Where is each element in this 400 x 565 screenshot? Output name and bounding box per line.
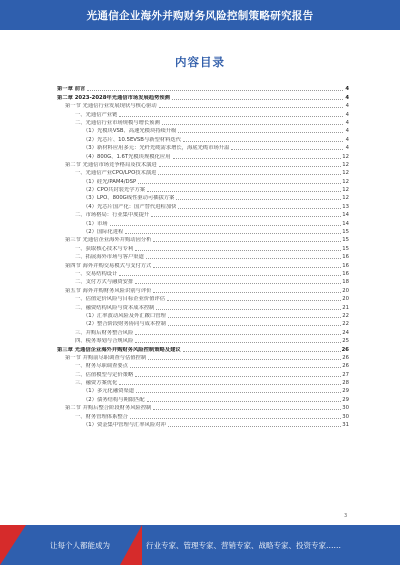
toc-entry[interactable] [57, 269, 349, 277]
toc-entry-page: 4 [345, 86, 349, 93]
toc-entry-label: （2）整合阶段财务协同与成本控制 [83, 321, 166, 328]
toc-entry-page: 12 [342, 187, 349, 194]
toc-entry[interactable] [57, 126, 349, 134]
toc-entry[interactable] [57, 227, 349, 235]
toc-entry-label: 二、支付方式与融资安排 [75, 279, 134, 286]
toc-entry-page: 4 [345, 128, 349, 135]
toc-dot-leader [153, 292, 341, 293]
toc-entry[interactable] [57, 143, 349, 151]
toc-entry-page: 26 [341, 346, 349, 353]
toc-dot-leader [231, 149, 343, 150]
toc-entry-label: （1）资金集中管理与汇率风险对冲 [83, 422, 166, 429]
footer-banner [0, 525, 400, 565]
toc-entry-label: 二、估值模型与定价策略 [75, 371, 134, 378]
toc-dot-leader [151, 216, 341, 217]
toc-entry[interactable] [57, 210, 349, 218]
toc-entry-label: 一、交易结构设计 [75, 270, 118, 277]
toc-entry[interactable] [57, 101, 349, 109]
header-banner [0, 0, 400, 30]
toc-entry[interactable] [57, 311, 349, 319]
toc-dot-leader [162, 124, 343, 125]
toc-entry-label: 一、财务管理体系整合 [75, 413, 128, 420]
toc-entry[interactable] [57, 411, 349, 419]
footer-tagline: 行业专家、管理专家、营销专家、战略专家、投资专家…… [146, 541, 341, 550]
toc-entry-page: 18 [342, 279, 349, 286]
toc-entry[interactable] [57, 134, 349, 142]
toc-entry-label: 一、获取核心技术与专利 [75, 245, 134, 252]
toc-entry-page: 4 [345, 111, 349, 118]
toc-entry[interactable] [57, 277, 349, 285]
toc-entry-label: 第三节 光通信企业海外并购动因分析 [65, 237, 152, 244]
toc-entry-label: 第三章 光通信企业海外并购财务风险控制策略及建议 [57, 346, 181, 353]
toc-dot-leader [159, 107, 343, 108]
toc-entry-label: （2）国际化进程 [83, 229, 124, 236]
toc-dot-leader [167, 300, 341, 301]
toc-dot-leader [159, 166, 342, 167]
toc-entry[interactable] [57, 285, 349, 293]
toc-entry-page: 4 [345, 103, 349, 110]
toc-entry-label: （1）多元化融资渠道 [83, 388, 135, 395]
toc-entry[interactable] [57, 403, 349, 411]
toc-entry[interactable] [57, 336, 349, 344]
toc-dot-leader [178, 132, 343, 133]
toc-entry[interactable] [57, 92, 349, 100]
toc-entry[interactable] [57, 294, 349, 302]
toc-entry-page: 16 [342, 262, 349, 269]
toc-entry-label: 二、拓展海外市场与客户渠道 [75, 254, 144, 261]
toc-entry[interactable] [57, 344, 349, 352]
toc-entry-label: 二、光通信行业市场规模与增长预测 [75, 119, 160, 126]
toc-entry-label: （1）市场 [83, 220, 108, 227]
toc-dot-leader [168, 325, 341, 326]
toc-dot-leader [153, 409, 341, 410]
toc-entry-page: 24 [342, 329, 349, 336]
toc-entry-label: 三、融资方案优化 [75, 380, 118, 387]
toc-entry[interactable] [57, 218, 349, 226]
toc-entry-page: 22 [342, 312, 349, 319]
toc-entry[interactable] [57, 176, 349, 184]
toc-dot-leader [135, 376, 341, 377]
toc-dot-leader [146, 258, 341, 259]
footer-red-divider [120, 525, 142, 565]
toc-entry-label: （2）CPO共封装光学方案 [83, 187, 146, 194]
toc-dot-leader [158, 174, 341, 175]
toc-entry-page: 14 [342, 212, 349, 219]
toc-entry-label: 第一节 并购前尽职调查与估值控制 [65, 354, 147, 361]
toc-dot-leader [125, 233, 341, 234]
toc-entry-page: 16 [342, 254, 349, 261]
toc-entry-page: 12 [342, 161, 349, 168]
toc-dot-leader [153, 241, 341, 242]
toc-dot-leader [135, 250, 341, 251]
toc-dot-leader [130, 418, 341, 419]
toc-entry-label: 第二章 2023-2028年光通信市场发展趋势预测 [57, 94, 170, 101]
toc-dot-leader [183, 351, 341, 352]
toc-entry[interactable] [57, 151, 349, 159]
toc-entry-label: 一、光通信产业CPO/LPO技术演进 [75, 170, 157, 177]
toc-entry-label: 二、融资结构风险与资本成本控制 [75, 304, 155, 311]
toc-entry[interactable] [57, 353, 349, 361]
toc-entry-label: （1）汇率波动风险及外汇敞口管理 [83, 312, 166, 319]
table-of-contents [57, 84, 349, 428]
toc-dot-leader [156, 309, 341, 310]
toc-entry[interactable] [57, 118, 349, 126]
toc-dot-leader [135, 283, 341, 284]
toc-dot-leader [172, 99, 343, 100]
toc-entry-label: （1）硅光/PAM4/DSP [83, 178, 137, 185]
toc-heading: 内容目录 [175, 55, 225, 69]
toc-entry-page: 4 [345, 119, 349, 126]
toc-entry-page: 20 [342, 296, 349, 303]
toc-entry-page: 25 [342, 338, 349, 345]
toc-entry-page: 4 [345, 94, 349, 101]
toc-entry-page: 30 [342, 413, 349, 420]
toc-entry-page: 4 [345, 145, 349, 152]
toc-entry-page: 31 [342, 422, 349, 429]
toc-entry-label: 四、税务筹划与合规风险 [75, 338, 134, 345]
toc-entry-label: （3）新材料应用多元：光纤光缆需求增长，海底光缆市场升温 [83, 145, 230, 152]
toc-entry[interactable] [57, 168, 349, 176]
report-title: 光通信企业海外并购财务风险控制策略研究报告 [86, 9, 314, 22]
toc-entry-label: 一、财务尽职调查要点 [75, 363, 128, 370]
toc-entry-page: 22 [342, 321, 349, 328]
toc-entry-page: 12 [342, 170, 349, 177]
toc-dot-leader [138, 183, 341, 184]
toc-entry-page: 16 [342, 270, 349, 277]
toc-entry-label: （4）光芯片国产化：国产替代进程加快 [83, 203, 177, 210]
toc-entry[interactable] [57, 201, 349, 209]
toc-entry[interactable] [57, 327, 349, 335]
toc-entry-label: （4）800G、1.6T光模块规模化应用 [83, 153, 171, 160]
toc-dot-leader [135, 342, 341, 343]
toc-entry[interactable] [57, 185, 349, 193]
toc-entry-page: 15 [342, 245, 349, 252]
toc-entry[interactable] [57, 260, 349, 268]
toc-dot-leader [168, 317, 341, 318]
toc-entry-label: 二、市场格局：行业集中度提升 [75, 212, 150, 219]
toc-entry[interactable] [57, 394, 349, 402]
toc-entry-page: 4 [345, 136, 349, 143]
toc-entry-page: 26 [342, 363, 349, 370]
toc-dot-leader [148, 359, 341, 360]
toc-dot-leader [147, 191, 341, 192]
toc-dot-leader [110, 225, 342, 226]
toc-entry-label: 第五节 海外并购财务风险识别与评价 [65, 287, 152, 294]
toc-dot-leader [153, 267, 341, 268]
toc-entry-page: 13 [342, 203, 349, 210]
toc-entry-page: 21 [342, 304, 349, 311]
toc-entry-label: 一、估值定价风险与目标企业价值评估 [75, 296, 166, 303]
toc-dot-leader [87, 90, 343, 91]
toc-dot-leader [135, 334, 341, 335]
page-number: 3 [344, 513, 348, 519]
toc-entry-label: （2）光芯片、10.5EVSB与新型材料迭代 [83, 136, 181, 143]
toc-entry-page: 20 [342, 287, 349, 294]
toc-dot-leader [178, 208, 341, 209]
toc-entry-label: 第一章 前言 [57, 86, 86, 93]
toc-dot-leader [168, 426, 341, 427]
toc-dot-leader [136, 392, 341, 393]
toc-dot-leader [147, 401, 342, 402]
toc-dot-leader [119, 384, 341, 385]
toc-dot-leader [130, 367, 341, 368]
toc-entry-page: 29 [342, 388, 349, 395]
toc-entry-page: 12 [342, 178, 349, 185]
toc-dot-leader [183, 141, 343, 142]
toc-entry-label: （3）LPO、800G线性驱动可插拔方案 [83, 195, 175, 202]
footer-red-accent [0, 525, 26, 565]
toc-entry-label: 第一节 光通信行业发展现状与核心驱动 [65, 103, 157, 110]
toc-entry-page: 29 [342, 396, 349, 403]
footer-slogan: 让每个人都能成为 [50, 541, 110, 550]
toc-entry-label: 一、光通信产业链 [75, 111, 118, 118]
toc-dot-leader [119, 275, 341, 276]
toc-entry-page: 30 [342, 405, 349, 412]
toc-entry[interactable] [57, 252, 349, 260]
toc-entry[interactable] [57, 420, 349, 428]
toc-entry-page: 15 [342, 229, 349, 236]
toc-entry-label: 第四节 海外并购交易模式与支付方式 [65, 262, 152, 269]
toc-entry[interactable] [57, 361, 349, 369]
toc-entry-label: 第二节 光通信市场竞争格局及技术演进 [65, 161, 157, 168]
toc-entry[interactable] [57, 193, 349, 201]
toc-entry-page: 12 [342, 153, 349, 160]
toc-entry[interactable] [57, 243, 349, 251]
toc-entry[interactable] [57, 369, 349, 377]
toc-entry-page: 27 [342, 371, 349, 378]
toc-entry[interactable] [57, 378, 349, 386]
toc-entry-page: 26 [342, 354, 349, 361]
toc-entry-page: 15 [342, 237, 349, 244]
toc-entry-label: 三、并购后财务整合风险 [75, 329, 134, 336]
toc-entry-page: 12 [342, 195, 349, 202]
toc-entry[interactable] [57, 235, 349, 243]
toc-entry[interactable] [57, 386, 349, 394]
toc-dot-leader [176, 199, 341, 200]
toc-entry-label: 第二节 并购后整合阶段财务风险控制 [65, 405, 152, 412]
toc-entry[interactable] [57, 319, 349, 327]
toc-entry-label: （1）光模块VSB、高速光模块持续升级 [83, 128, 177, 135]
toc-entry[interactable] [57, 160, 349, 168]
toc-entry[interactable] [57, 302, 349, 310]
toc-dot-leader [173, 158, 342, 159]
toc-dot-leader [119, 116, 343, 117]
toc-entry-page: 28 [342, 380, 349, 387]
toc-entry[interactable] [57, 109, 349, 117]
toc-entry-label: （2）债务结构与期限匹配 [83, 396, 145, 403]
toc-entry[interactable] [57, 84, 349, 92]
toc-entry-page: 14 [342, 220, 349, 227]
